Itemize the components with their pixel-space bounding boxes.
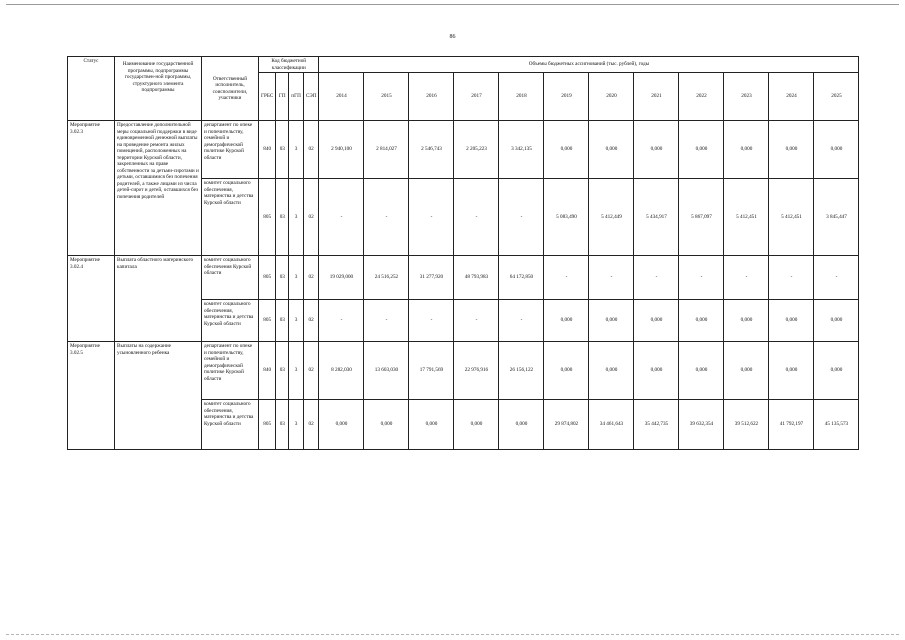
row-name: Выплата областного материнского капитала bbox=[115, 256, 202, 342]
row-code-sep: 02 bbox=[303, 256, 319, 300]
row-value: 0,000 bbox=[634, 300, 679, 342]
row-value: 19 029,000 bbox=[319, 256, 364, 300]
row-value: 0,000 bbox=[679, 300, 724, 342]
row-code-grbs: 840 bbox=[259, 121, 276, 179]
row-code-grbs: 840 bbox=[259, 342, 276, 400]
row-code-sep: 02 bbox=[303, 342, 319, 400]
row-value: - bbox=[364, 179, 409, 256]
row-value: 2 546,743 bbox=[409, 121, 454, 179]
row-code-pgp: 3 bbox=[289, 121, 304, 179]
row-code-sep: 02 bbox=[303, 400, 319, 450]
row-value: 24 516,252 bbox=[364, 256, 409, 300]
row-code-gp: 03 bbox=[276, 300, 289, 342]
table-row bbox=[68, 342, 859, 400]
row-name: Выплаты на содержание усыновленного ребенка bbox=[115, 342, 202, 450]
row-status: Мероприятие 3.02.5 bbox=[68, 342, 115, 450]
row-responsible: комитет социального обеспечения, материнства и детства Курской области bbox=[202, 400, 259, 450]
row-value: 0,000 bbox=[499, 400, 544, 450]
row-responsible: комитет социального обеспечения Курской области bbox=[202, 256, 259, 300]
row-value: 0,000 bbox=[544, 300, 589, 342]
row-value: - bbox=[814, 256, 859, 300]
row-status: Мероприятие 3.02.3 bbox=[68, 121, 115, 256]
row-value: - bbox=[634, 256, 679, 300]
table-row bbox=[68, 121, 859, 179]
row-value: - bbox=[454, 179, 499, 256]
row-responsible: департамент по опеке и попечительству, семейной и демографической политике Курской области bbox=[202, 342, 259, 400]
row-value: 29 874,802 bbox=[544, 400, 589, 450]
row-value: 5 867,097 bbox=[679, 179, 724, 256]
header-code: ГП bbox=[276, 73, 289, 121]
row-value: 41 792,197 bbox=[769, 400, 814, 450]
header-status: Статус bbox=[68, 57, 115, 121]
row-value: 0,000 bbox=[544, 121, 589, 179]
row-value: 0,000 bbox=[724, 121, 769, 179]
header-year: 2017 bbox=[454, 73, 499, 121]
row-value: - bbox=[544, 256, 589, 300]
row-value: - bbox=[499, 179, 544, 256]
header-code: пГП bbox=[289, 73, 304, 121]
row-value: 0,000 bbox=[814, 342, 859, 400]
row-value: 5 412,451 bbox=[769, 179, 814, 256]
header-year: 2015 bbox=[364, 73, 409, 121]
row-value: 31 277,920 bbox=[409, 256, 454, 300]
row-value: - bbox=[679, 256, 724, 300]
row-value: 0,000 bbox=[814, 300, 859, 342]
row-value: - bbox=[454, 300, 499, 342]
row-code-pgp: 3 bbox=[289, 400, 304, 450]
row-value: - bbox=[319, 300, 364, 342]
row-value: 2 940,100 bbox=[319, 121, 364, 179]
row-value: 0,000 bbox=[769, 121, 814, 179]
budget-table bbox=[67, 56, 859, 450]
row-value: - bbox=[724, 256, 769, 300]
row-value: 2 814,027 bbox=[364, 121, 409, 179]
row-code-gp: 03 bbox=[276, 256, 289, 300]
row-value: - bbox=[319, 179, 364, 256]
row-value: 0,000 bbox=[679, 342, 724, 400]
header-year: 2025 bbox=[814, 73, 859, 121]
row-value: 64 172,850 bbox=[499, 256, 544, 300]
row-code-sep: 02 bbox=[303, 179, 319, 256]
header-year: 2022 bbox=[679, 73, 724, 121]
row-value: 0,000 bbox=[724, 300, 769, 342]
row-code-pgp: 3 bbox=[289, 300, 304, 342]
row-value: 0,000 bbox=[634, 121, 679, 179]
header-year: 2014 bbox=[319, 73, 364, 121]
row-code-gp: 03 bbox=[276, 121, 289, 179]
row-value: 39 632,354 bbox=[679, 400, 724, 450]
row-value: 0,000 bbox=[319, 400, 364, 450]
row-value: 0,000 bbox=[634, 342, 679, 400]
header-year: 2018 bbox=[499, 73, 544, 121]
header-year: 2020 bbox=[589, 73, 634, 121]
row-value: 0,000 bbox=[769, 300, 814, 342]
table-row bbox=[68, 256, 859, 300]
row-value: - bbox=[499, 300, 544, 342]
header-year: 2024 bbox=[769, 73, 814, 121]
row-code-sep: 02 bbox=[303, 300, 319, 342]
row-code-gp: 03 bbox=[276, 179, 289, 256]
row-value: 5 434,917 bbox=[634, 179, 679, 256]
row-value: 0,000 bbox=[544, 342, 589, 400]
row-code-pgp: 3 bbox=[289, 342, 304, 400]
row-value: - bbox=[589, 256, 634, 300]
row-value: 13 603,030 bbox=[364, 342, 409, 400]
row-code-gp: 03 bbox=[276, 342, 289, 400]
row-value: 3 342,135 bbox=[499, 121, 544, 179]
header-responsible: Ответственный исполнитель, соисполнители, участники bbox=[202, 57, 259, 121]
row-value: 22 976,916 bbox=[454, 342, 499, 400]
row-value: 0,000 bbox=[409, 400, 454, 450]
row-value: 0,000 bbox=[589, 342, 634, 400]
row-value: 0,000 bbox=[679, 121, 724, 179]
row-value: - bbox=[364, 300, 409, 342]
row-value: 0,000 bbox=[814, 121, 859, 179]
page-number: 86 bbox=[449, 34, 456, 40]
row-value: 34 461,643 bbox=[589, 400, 634, 450]
row-value: 2 205,223 bbox=[454, 121, 499, 179]
row-responsible: департамент по опеке и попечительству, семейной и демографической политике Курской области bbox=[202, 121, 259, 179]
header-name: Наименование государственной программы, подпрограммы государствен-ной программы, структурного элемента подпрограммы bbox=[115, 57, 202, 121]
row-value: 0,000 bbox=[364, 400, 409, 450]
row-value: - bbox=[769, 256, 814, 300]
row-responsible: комитет социального обеспечения, материнства и детства Курской области bbox=[202, 179, 259, 256]
row-value: 0,000 bbox=[589, 300, 634, 342]
row-code-gp: 03 bbox=[276, 400, 289, 450]
row-responsible: комитет социального обеспечения, материнства и детства Курской области bbox=[202, 300, 259, 342]
header-budget-code: Код бюджетной классификации bbox=[259, 57, 319, 73]
row-value: 48 793,983 bbox=[454, 256, 499, 300]
row-value: 5 083,490 bbox=[544, 179, 589, 256]
row-value: 5 412,451 bbox=[724, 179, 769, 256]
row-value: 39 512,622 bbox=[724, 400, 769, 450]
row-value: - bbox=[409, 300, 454, 342]
row-name: Предоставление дополнительной меры социальной поддержки в виде единовременной денежной выплаты на проведение ремонта жилых помещений, расположенных на территории Курской области, закрепленных на праве собственности за детьми-сиротами и детьми, оставшимися без попечения родителей, а также лицами из числа детей-сирот и детей, оставшихся без попечения родителей bbox=[115, 121, 202, 256]
row-code-sep: 02 bbox=[303, 121, 319, 179]
header-volumes: Объемы бюджетных ассигнований (тыс. рублей), годы bbox=[319, 57, 859, 73]
row-value: 0,000 bbox=[769, 342, 814, 400]
header-code: ГРБС bbox=[259, 73, 276, 121]
header-year: 2021 bbox=[634, 73, 679, 121]
row-value: 26 156,122 bbox=[499, 342, 544, 400]
header-year: 2019 bbox=[544, 73, 589, 121]
row-code-grbs: 805 bbox=[259, 179, 276, 256]
header-code: СЭП bbox=[303, 73, 319, 121]
row-value: 8 282,030 bbox=[319, 342, 364, 400]
row-code-grbs: 805 bbox=[259, 400, 276, 450]
row-code-grbs: 805 bbox=[259, 256, 276, 300]
row-value: 3 845,447 bbox=[814, 179, 859, 256]
row-value: 17 791,569 bbox=[409, 342, 454, 400]
row-value: 0,000 bbox=[589, 121, 634, 179]
row-code-pgp: 3 bbox=[289, 179, 304, 256]
row-status: Мероприятие 3.02.4 bbox=[68, 256, 115, 342]
header-year: 2023 bbox=[724, 73, 769, 121]
header-year: 2016 bbox=[409, 73, 454, 121]
row-value: 35 442,735 bbox=[634, 400, 679, 450]
row-value: 0,000 bbox=[724, 342, 769, 400]
row-value: 45 135,573 bbox=[814, 400, 859, 450]
row-value: 5 412,449 bbox=[589, 179, 634, 256]
row-code-pgp: 3 bbox=[289, 256, 304, 300]
row-code-grbs: 805 bbox=[259, 300, 276, 342]
row-value: - bbox=[409, 179, 454, 256]
row-value: 0,000 bbox=[454, 400, 499, 450]
